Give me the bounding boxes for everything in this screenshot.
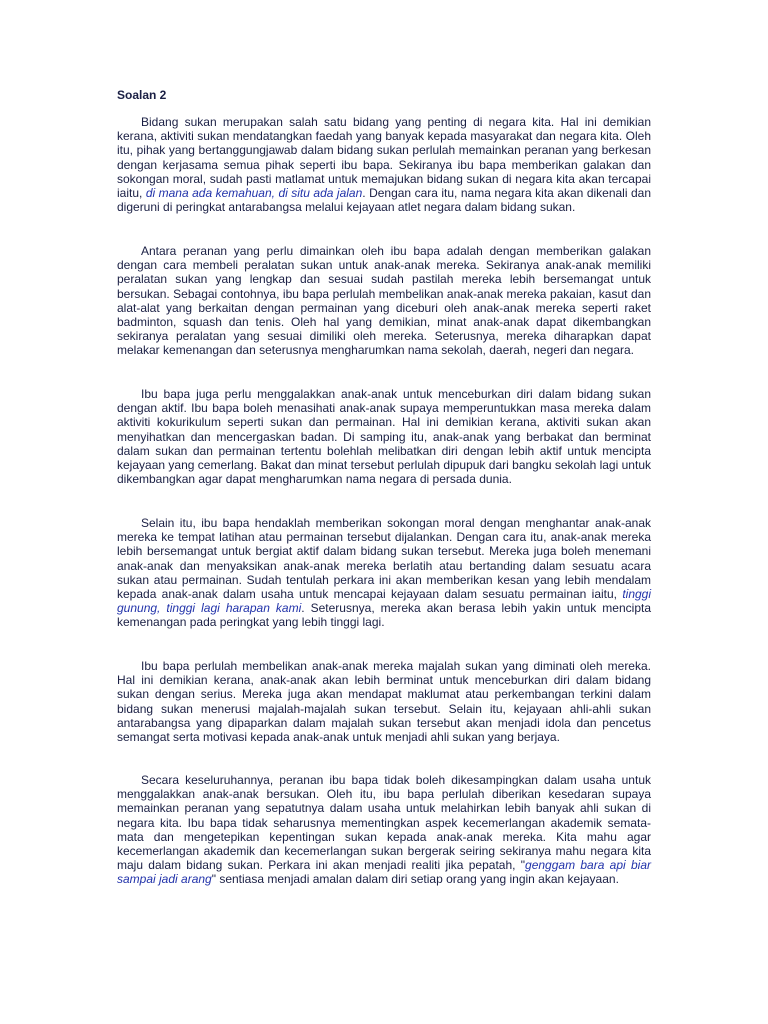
paragraph-1-quote: di mana ada kemahuan, di situ ada jalan [145,186,363,201]
paragraph-1 [117,115,651,214]
document-title: Soalan 2 [117,88,167,102]
paragraph-1-text: Bidang sukan merupakan salah satu bidang yang penting di negara kita. Hal ini demikian kerana, aktiviti sukan mendatangkan faedah yang banyak kepada masyarakat dan negara kita. Oleh itu, pihak yang bertanggungjawab dalam bidang sukan perlulah memainkan peranan yang berkesan dengan kerjasama semua pihak seperti ibu bapa. Sekiranya ibu bapa memberikan galakan dan sokongan moral, sudah pasti matlamat untuk memajukan bidang sukan di negara kita akan tercapai iaitu, [117,115,651,201]
paragraph-2 [117,244,651,358]
paragraph-6-quote: genggam bara api biar sampai jadi arang [117,858,651,887]
paragraph-3-text: Ibu bapa juga perlu menggalakkan anak-anak untuk menceburkan diri dalam bidang sukan dengan aktif. Ibu bapa boleh menasihati anak-anak supaya memperuntukkan masa mereka dalam aktiviti kokurikulum seperti sukan dan permainan. Hal ini demikian kerana, aktiviti sukan akan menyihatkan dan mencergaskan badan. Di samping itu, anak-anak yang berbakat dan berminat dalam sukan dan permainan tertentu bolehlah melibatkan diri dengan lebih aktif untuk mencipta kejayaan yang cemerlang. Bakat dan minat tersebut perlulah dipupuk dari bangku sekolah lagi untuk dikembangkan agar dapat mengharumkan nama negara di persada dunia. [117,387,651,487]
paragraph-4-quote: tinggi gunung, tinggi lagi harapan kami [117,587,651,616]
paragraph-6-text-end: " sentiasa menjadi amalan dalam diri setiap orang yang ingin akan kejayaan. [211,872,619,887]
paragraph-5 [117,659,651,744]
paragraph-4-text-end: . Seterusnya, mereka akan berasa lebih yakin untuk mencipta kemenangan pada peringkat yang lebih tinggi lagi. [117,601,651,630]
paragraph-2-text: Antara peranan yang perlu dimainkan oleh ibu bapa adalah dengan memberikan galakan dengan cara membeli peralatan sukan untuk anak-anak mereka. Sekiranya anak-anak memiliki peralatan sukan yang lengkap dan sesuai sudah pastilah mereka lebih bersemangat untuk bersukan. Sebagai contohnya, ibu bapa perlulah membelikan anak-anak mereka pakaian, kasut dan alat-alat yang berkaitan dengan permainan yang diceburi oleh anak-anak mereka seperti raket badminton, squash dan tenis. Oleh hal yang demikian, minat anak-anak dapat dikembangkan sekiranya peralatan yang sesuai dimiliki oleh mereka. Seterusnya, mereka diharapkan dapat melakar kemenangan dan seterusnya mengharumkan nama sekolah, daerah, negeri dan negara. [117,244,651,358]
paragraph-4-text: Selain itu, ibu bapa hendaklah memberikan sokongan moral dengan menghantar anak-anak mereka ke tempat latihan atau permainan tersebut dijalankan. Dengan cara itu, anak-anak mereka lebih bersemangat untuk bergiat aktif dalam bidang sukan tersebut. Mereka juga boleh menemani anak-anak dan menyaksikan anak-anak mereka berlatih atau bertanding dalam sesuatu acara sukan atau permainan. Sudah tentulah perkara ini akan memberikan kesan yang lebih mendalam kepada anak-anak dalam usaha untuk mencapai kejayaan dalam sesuatu permainan iaitu, [117,516,651,602]
paragraph-6 [117,773,651,887]
paragraph-3 [117,387,651,486]
paragraph-1-text-end: . Dengan cara itu, nama negara kita akan dikenali dan digeruni di peringkat antarabangsa melalui kejayaan atlet negara dalam bidang sukan. [117,186,652,215]
paragraph-4 [117,516,651,630]
paragraph-6-text: Secara keseluruhannya, peranan ibu bapa tidak boleh dikesampingkan dalam usaha untuk menggalakkan anak-anak bersukan. Oleh itu, ibu bapa perlulah diberikan kesedaran supaya memainkan peranan yang sepatutnya dalam usaha untuk melahirkan lebih banyak ahli sukan di negara kita. Ibu bapa tidak seharusnya mementingkan aspek kecemerlangan akademik semata-mata dan mengetepikan kepentingan sukan kepada anak-anak mereka. Kita mahu agar kecemerlangan akademik dan kecemerlangan sukan bergerak seiring sekiranya mahu negara kita maju dalam bidang sukan. Perkara ini akan menjadi realiti jika pepatah, " [117,773,651,873]
paragraph-5-text: Ibu bapa perlulah membelikan anak-anak mereka majalah sukan yang diminati oleh mereka. Hal ini demikian kerana, anak-anak akan lebih berminat untuk menceburkan diri dalam bidang sukan dengan serius. Mereka juga akan mendapat maklumat atau perkembangan terkini dalam bidang sukan menerusi majalah-majalah sukan tersebut. Selain itu, kejayaan ahli-ahli sukan antarabangsa yang dipaparkan dalam majalah sukan tersebut akan menjadi idola dan pencetus semangat serta motivasi kepada anak-anak untuk menjadi ahli sukan yang berjaya. [117,659,651,745]
